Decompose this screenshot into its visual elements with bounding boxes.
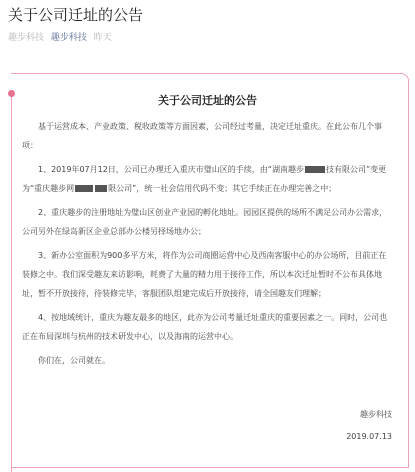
notice-item-4: 4、按地域统计，重庆为趣友最多的地区，此亦为公司考量迁址重庆的重要因素之一。同时，公司也正在布局深圳与杭州的技术研发中心，以及海南的运营中心。 [22,313,388,341]
redaction-mark [95,185,107,192]
notice-item-2: 2、重庆趣步的注册地址为璧山区创业产业园的孵化地址。园园区提供的场所不满足公司办公需求，公司另外在绿岛新区企业总部办公楼另择场地办公； [22,208,388,236]
publish-time: 昨天 [93,33,112,43]
notice-item-1 [22,160,394,198]
notice-title: 关于公司迁址的公告 [158,94,257,107]
notice-card-left-border [11,93,12,472]
notice-item-1-text-c: 限公司”，统一社会信用代码不变；其它手续正在办理完善之中； [108,184,337,193]
notice-intro: 基于运营成本、产业政策、税收政策等方面因素，公司经过考量，决定迁址重庆。在此公布几个事项： [22,122,382,150]
notice-date: 2019.07.13 [346,432,392,441]
redaction-mark [75,185,93,192]
notice-item-1-text-b: 技有限公司”变更为“重庆趣步网 [22,165,387,193]
article-source: 趣步科技 [8,33,45,43]
notice-closing: 你们在，公司就在。 [38,356,110,365]
notice-item-3: 3、新办公室面积为900多平方米，将作为公司商圈运营中心及西南客服中心的办公场所，目前正在装修之中。我们深受趣友来访影响，耗费了大量的精力用于接待工作，所以本次迁址暂时不公布具体地址，暂不开放接待，待装修完毕，客服团队组建完成后开放接待，请全国趣友们理解； [22,251,387,298]
article-meta [8,30,116,43]
article-title: 关于公司迁址的公告 [8,6,144,24]
redaction-mark [305,166,325,173]
account-link[interactable]: 趣步科技 [50,33,87,43]
notice-signature: 趣步科技 [360,410,392,419]
notice-body [22,117,394,375]
notice-item-1-text-a: 1、2019年07月12日，公司已办理迁入重庆市璧山区的手续，由“湖南趣步 [38,165,304,174]
